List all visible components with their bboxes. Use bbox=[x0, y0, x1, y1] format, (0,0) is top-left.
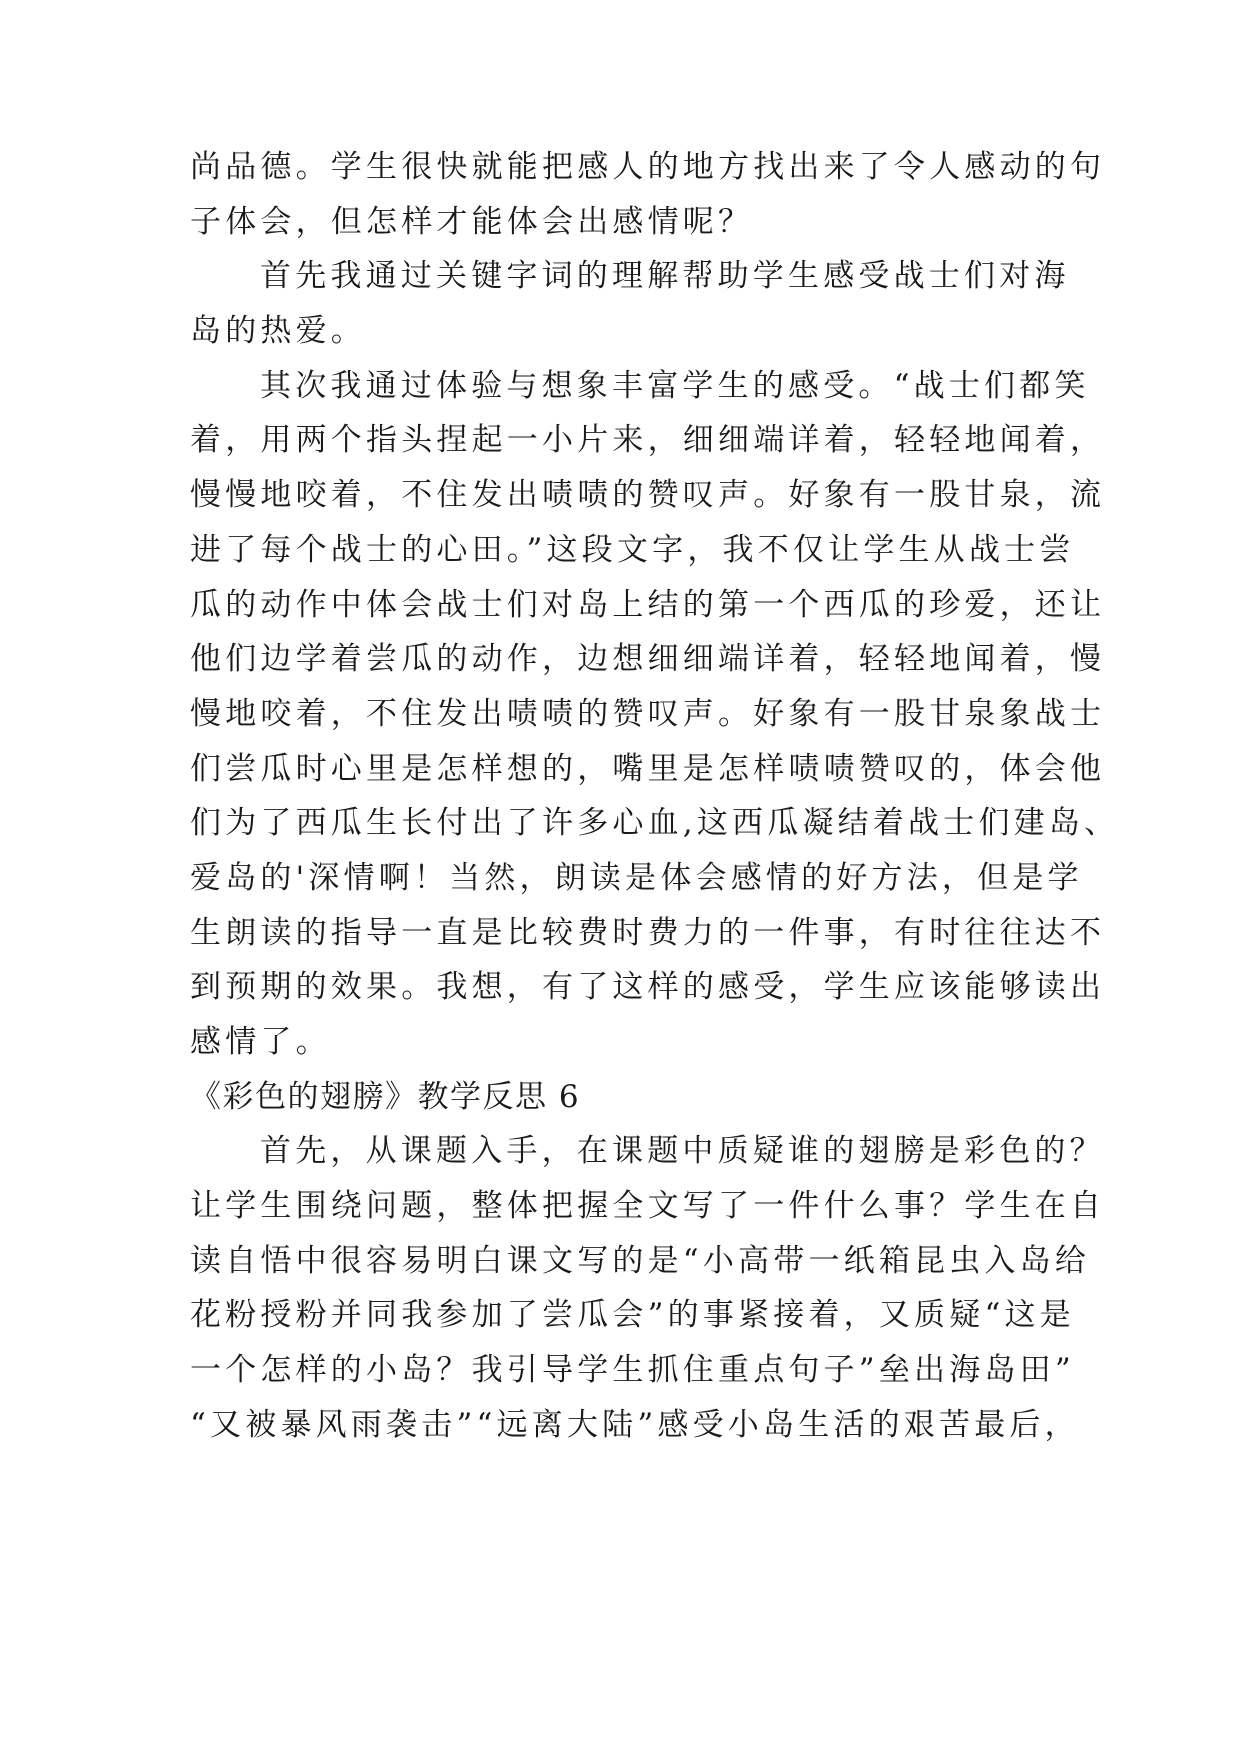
text-line: 子体会，但怎样才能体会出感情呢？ bbox=[190, 203, 754, 240]
section-heading: 《彩色的翅膀》教学反思 6 bbox=[190, 1078, 581, 1115]
text-line: 让学生围绕问题，整体把握全文写了一件什么事？学生在自 bbox=[190, 1188, 1106, 1225]
text-line: 一个怎样的小岛？我引导学生抓住重点句子”垒出海岛田” bbox=[190, 1352, 1075, 1389]
text-line: 他们边学着尝瓜的动作，边想细细端详着，轻轻地闻着，慢 bbox=[190, 641, 1106, 678]
text-line: “又被暴风雨袭击”“远离大陆”感受小岛生活的艰苦最后， bbox=[190, 1406, 1080, 1443]
text-line: 到预期的效果。我想，有了这样的感受，学生应该能够读出 bbox=[190, 969, 1106, 1006]
text-line: 们为了西瓜生长付出了许多心血,这西瓜凝结着战士们建岛、 bbox=[190, 805, 1120, 842]
text-line: 其次我通过体验与想象丰富学生的感受。“战士们都笑 bbox=[260, 367, 1090, 404]
text-line: 慢地咬着，不住发出啧啧的赞叹声。好象有一股甘泉象战士 bbox=[190, 695, 1106, 732]
text-line: 首先，从课题入手，在课题中质疑谁的翅膀是彩色的？ bbox=[260, 1133, 1105, 1170]
text-line: 们尝瓜时心里是怎样想的，嘴里是怎样啧啧赞叹的，体会他 bbox=[190, 750, 1106, 787]
document-body bbox=[190, 140, 1120, 1453]
text-line: 爱岛的'深情啊！当然，朗读是体会感情的好方法，但是学 bbox=[190, 859, 1083, 896]
text-line: 读自悟中很容易明白课文写的是“小高带一纸箱昆虫入岛给 bbox=[190, 1242, 1091, 1279]
text-line: 生朗读的指导一直是比较费时费力的一件事，有时往往达不 bbox=[190, 914, 1106, 951]
text-line: 岛的热爱。 bbox=[190, 313, 366, 350]
text-line: 尚品德。学生很快就能把感人的地方找出来了令人感动的句 bbox=[190, 149, 1106, 185]
text-line: 感情了。 bbox=[190, 1024, 331, 1060]
text-line: 慢慢地咬着，不住发出啧啧的赞叹声。好象有一股甘泉，流 bbox=[190, 477, 1106, 514]
text-line: 首先我通过关键字词的理解帮助学生感受战士们对海 bbox=[260, 258, 1070, 295]
text-line: 进了每个战士的心田。”这段文字，我不仅让学生从战士尝 bbox=[190, 531, 1075, 568]
text-line: 着，用两个指头捏起一小片来，细细端详着，轻轻地闻着， bbox=[190, 422, 1106, 459]
text-line: 瓜的动作中体会战士们对岛上结的第一个西瓜的珍爱，还让 bbox=[190, 586, 1106, 623]
text-line: 花粉授粉并同我参加了尝瓜会”的事紧接着，又质疑“这是 bbox=[190, 1297, 1075, 1334]
